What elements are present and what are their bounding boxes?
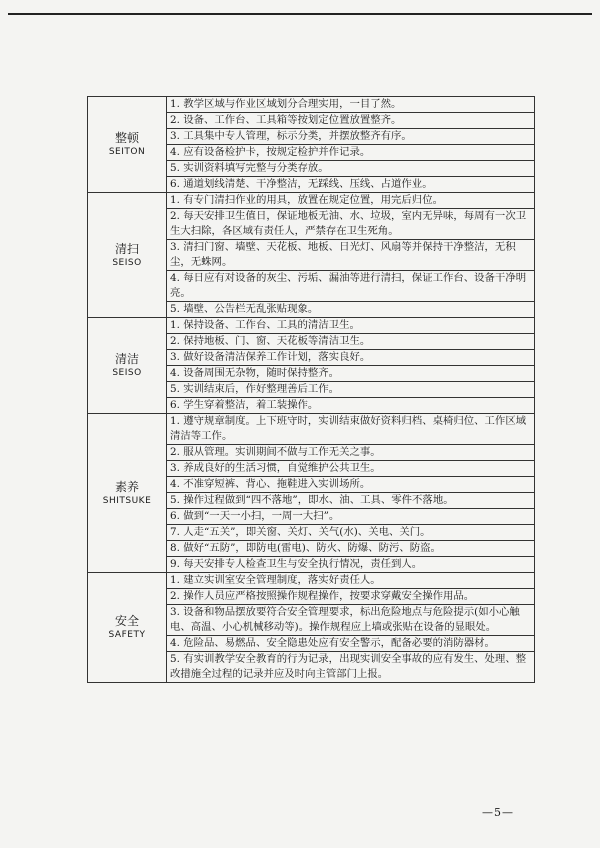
section-name-cn: 安全 [114, 614, 139, 628]
table-cell: 5. 实训资料填写完整与分类存放。 [167, 161, 535, 177]
section-name-en: SAFETY [108, 630, 146, 640]
table-cell: 4. 应有设备检护卡，按规定检护并作记录。 [167, 145, 535, 161]
table-cell: 3. 工具集中专人管理，标示分类，并摆放整齐有序。 [167, 129, 535, 145]
table-cell: 2. 保持地板、门、窗、天花板等清洁卫生。 [167, 334, 535, 350]
management-table [87, 96, 535, 683]
table-cell: 6. 通道划线清楚、干净整洁，无踩线、压线、占道作业。 [167, 177, 535, 193]
page-number: —5— [482, 806, 514, 819]
table-cell: 1. 有专门清扫作业的用具，放置在规定位置，用完后归位。 [167, 193, 535, 209]
section-seiton-label [88, 97, 167, 193]
table-cell: 1. 遵守规章制度。上下班守时，实训结束做好资料归档、桌椅归位、工作区域清洁等工作。 [167, 414, 535, 445]
table-row [88, 97, 535, 113]
table-cell: 2. 每天安排卫生值日，保证地板无油、水、垃圾，室内无异味，每周有一次卫生大扫除，各区域有责任人，严禁存在卫生死角。 [167, 209, 535, 240]
table-row [88, 193, 535, 209]
table-cell: 5. 墙壁、公告栏无乱张贴现象。 [167, 302, 535, 318]
table-cell: 6. 做到“一天一小扫，一周一大扫”。 [167, 509, 535, 525]
table-cell: 3. 养成良好的生活习惯，自觉维护公共卫生。 [167, 461, 535, 477]
table-cell: 4. 每日应有对设备的灰尘、污垢、漏油等进行清扫，保证工作台、设备干净明亮。 [167, 271, 535, 302]
section-name-cn: 清扫 [114, 241, 139, 256]
table-cell: 2. 操作人员应严格按照操作规程操作，按要求穿戴安全操作用品。 [167, 589, 535, 605]
table-cell: 4. 不准穿短裤、背心、拖鞋进入实训场所。 [167, 477, 535, 493]
table-cell: 3. 做好设备清洁保养工作计划，落实良好。 [167, 350, 535, 366]
table-cell: 5. 操作过程做到“四不落地”，即水、油、工具、零件不落地。 [167, 493, 535, 509]
section-safety-label [88, 573, 167, 683]
table-cell: 5. 有实训教学安全教育的行为记录，出现实训安全事故的应有发生、处理、整改措施全过程的记录并应及时向主管部门上报。 [167, 652, 535, 683]
table-row [88, 414, 535, 445]
table-cell: 1. 保持设备、工作台、工具的清洁卫生。 [167, 318, 535, 334]
table-cell: 9. 每天安排专人检查卫生与安全执行情况，责任到人。 [167, 557, 535, 573]
section-seiso-clean-label [88, 193, 167, 318]
section-name-en: SEITON [108, 147, 146, 157]
section-seiso-label [88, 318, 167, 414]
table-cell: 2. 设备、工作台、工具箱等按划定位置放置整齐。 [167, 113, 535, 129]
table-row [88, 318, 535, 334]
section-name-en: SEISO [112, 368, 142, 378]
top-rule [8, 13, 592, 15]
table-cell: 2. 服从管理。实训期间不做与工作无关之事。 [167, 445, 535, 461]
table-cell: 1. 建立实训室安全管理制度，落实好责任人。 [167, 573, 535, 589]
section-name-cn: 整顿 [114, 131, 139, 145]
table-cell: 8. 做好“五防”，即防电(雷电)、防火、防爆、防污、防盗。 [167, 541, 535, 557]
table-row [88, 573, 535, 589]
table-cell: 6. 学生穿着整洁，着工装操作。 [167, 398, 535, 414]
table-cell: 4. 危险品、易燃品、安全隐患处应有安全警示，配备必要的消防器材。 [167, 636, 535, 652]
section-name-cn: 清洁 [114, 352, 139, 366]
table-cell: 7. 人走“五关”，即关窗、关灯、关气(水)、关电、关门。 [167, 525, 535, 541]
section-shitsuke-label [88, 414, 167, 573]
table-body [88, 97, 535, 683]
table-cell: 3. 清扫门窗、墙壁、天花板、地板、日光灯、风扇等并保持干净整洁，无积尘，无蛛网。 [167, 240, 535, 271]
table-cell: 3. 设备和物品摆放要符合安全管理要求，标出危险地点与危险提示(如小心触电、高温、小心机械移动等)。操作规程应上墙或张贴在设备的显眼处。 [167, 605, 535, 636]
section-name-en: SEISO [112, 257, 142, 268]
table-cell: 4. 设备周围无杂物，随时保持整齐。 [167, 366, 535, 382]
table-cell: 1. 教学区域与作业区域划分合理实用，一目了然。 [167, 97, 535, 113]
table-cell: 5. 实训结束后，作好整理善后工作。 [167, 382, 535, 398]
section-name-en: SHITSUKE [102, 495, 152, 506]
section-name-cn: 素养 [114, 479, 139, 494]
